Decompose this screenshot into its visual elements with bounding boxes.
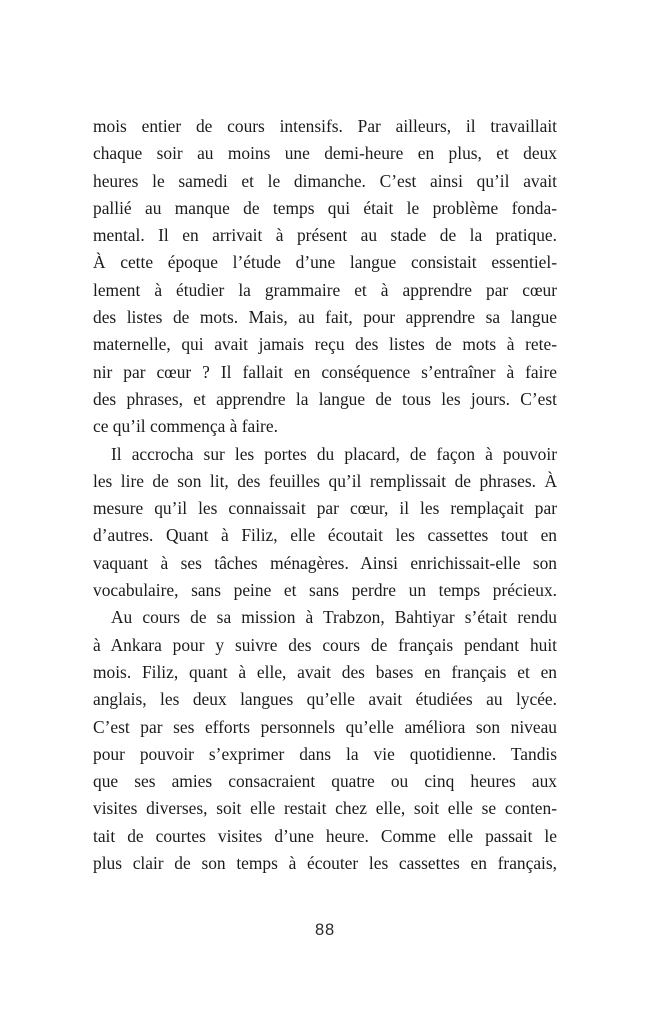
text-line: chaque soir au moins une demi-heure en plus, et deux: [93, 143, 557, 164]
page-text: [93, 113, 557, 877]
text-line: mental. Il en arrivait à présent au stade de la pratique.: [93, 225, 557, 246]
text-line: vaquant à ses tâches ménagères. Ainsi enrichissait-elle son: [93, 552, 557, 573]
text-line: À cette époque l’étude d’une langue consistait essentiel-: [93, 252, 557, 273]
text-line: visites diverses, soit elle restait chez elle, soit elle se conten-: [93, 798, 557, 819]
text-line: mesure qu’il les connaissait par cœur, il les remplaçait par: [93, 498, 557, 519]
text-line: Au cours de sa mission à Trabzon, Bahtiyar s’était rendu: [111, 607, 557, 628]
text-line: anglais, les deux langues qu’elle avait étudiées au lycée.: [93, 689, 557, 710]
text-line: des phrases, et apprendre la langue de tous les jours. C’est: [93, 388, 557, 409]
text-line: Il accrocha sur les portes du placard, de façon à pouvoir: [111, 443, 557, 464]
text-line: les lire de son lit, des feuilles qu’il remplissait de phrases. À: [93, 470, 557, 491]
text-line: mois. Filiz, quant à elle, avait des bases en français et en: [93, 661, 557, 682]
text-line: C’est par ses efforts personnels qu’elle améliora son niveau: [93, 716, 557, 737]
text-line: tait de courtes visites d’une heure. Comme elle passait le: [93, 825, 557, 846]
text-line: vocabulaire, sans peine et sans perdre un temps précieux.: [93, 580, 557, 601]
text-line: lement à étudier la grammaire et à apprendre par cœur: [93, 279, 557, 300]
text-line: d’autres. Quant à Filiz, elle écoutait les cassettes tout en: [93, 525, 557, 546]
text-line: maternelle, qui avait jamais reçu des listes de mots à rete-: [93, 334, 557, 355]
text-line: pour pouvoir s’exprimer dans la vie quotidienne. Tandis: [93, 743, 557, 764]
text-line: ce qu’il commença à faire.: [93, 416, 278, 437]
text-line: mois entier de cours intensifs. Par ailleurs, il travaillait: [93, 116, 557, 136]
text-line: nir par cœur ? Il fallait en conséquence s’entraîner à faire: [93, 361, 557, 382]
text-line: heures le samedi et le dimanche. C’est ainsi qu’il avait: [93, 170, 557, 191]
text-line: pallié au manque de temps qui était le problème fonda-: [93, 197, 557, 218]
text-line: plus clair de son temps à écouter les cassettes en français,: [93, 853, 557, 874]
text-line: des listes de mots. Mais, au fait, pour apprendre sa langue: [93, 307, 557, 328]
paragraph: [93, 441, 557, 605]
page-number: 88: [315, 921, 335, 939]
paragraph: [93, 113, 557, 441]
text-line: que ses amies consacraient quatre ou cinq heures aux: [93, 771, 557, 792]
text-line: à Ankara pour y suivre des cours de français pendant huit: [93, 634, 557, 655]
paragraph: [93, 604, 557, 877]
